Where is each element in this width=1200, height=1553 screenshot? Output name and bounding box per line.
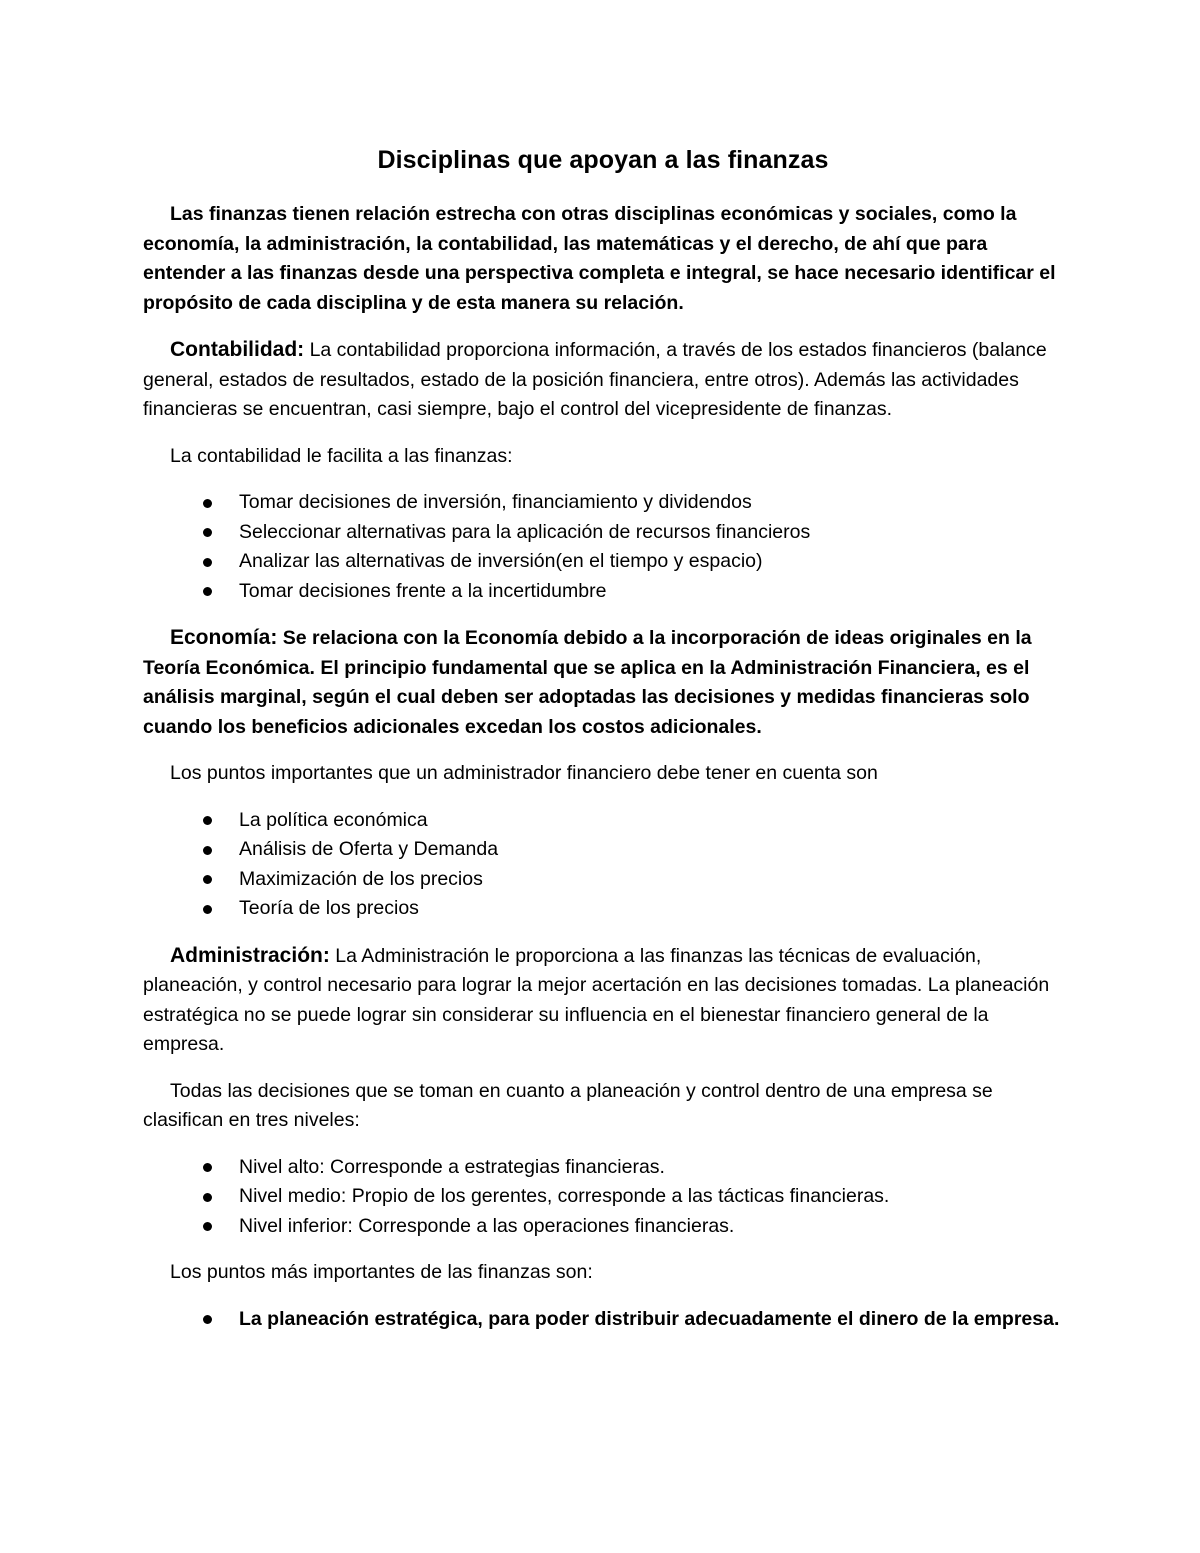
list-item: Nivel medio: Propio de los gerentes, corresponde a las tácticas financieras.	[143, 1182, 1063, 1212]
bullet-icon	[203, 587, 212, 596]
administracion-paragraph	[143, 941, 1063, 1060]
administracion-heading: Administración:	[170, 943, 330, 967]
administracion-list-intro: Todas las decisiones que se toman en cuanto a planeación y control dentro de una empresa se clasifican en tres niveles:	[143, 1079, 993, 1131]
bullet-icon	[203, 1315, 212, 1324]
list-item: Nivel inferior: Corresponde a las operaciones financieras.	[143, 1212, 1063, 1242]
list-item: Teoría de los precios	[143, 894, 1063, 924]
list-item: Nivel alto: Corresponde a estrategias financieras.	[143, 1153, 1063, 1183]
economia-heading: Economía:	[170, 626, 278, 649]
list-item: La planeación estratégica, para poder distribuir adecuadamente el dinero de la empresa.	[143, 1305, 1063, 1335]
bullet-icon	[203, 558, 212, 567]
bullet-icon	[203, 1163, 212, 1172]
bullet-icon	[203, 1222, 212, 1231]
list-item: Seleccionar alternativas para la aplicación de recursos financieros	[143, 518, 1063, 548]
finanzas-list	[143, 1305, 1063, 1335]
bullet-icon	[203, 528, 212, 537]
contabilidad-list-intro: La contabilidad le facilita a las finanzas:	[170, 444, 513, 467]
contabilidad-list	[143, 488, 1063, 606]
economia-paragraph	[143, 623, 1063, 742]
economia-text: Se relaciona con la Economía debido a la incorporación de ideas originales en la Teoría Económica. El principio fundamental que se aplica en la Administración Financiera, es el análisis marginal, según el cual deben ser adoptadas las decisiones y medidas financieras solo cuando los beneficios adicionales excedan los costos adicionales.	[143, 627, 1032, 738]
list-item: Maximización de los precios	[143, 865, 1063, 895]
document-title: Disciplinas que apoyan a las finanzas	[377, 146, 829, 174]
contabilidad-text: La contabilidad proporciona información, a través de los estados financieros (balance general, estados de resultados, estado de la posición financiera, entre otros). Además las actividades financieras se encuentran, casi siempre, bajo el control del vicepresidente de finanzas.	[143, 339, 1047, 420]
bullet-icon	[203, 499, 212, 508]
administracion-text: La Administración le proporciona a las finanzas las técnicas de evaluación, planeación, y control necesario para lograr la mejor acertación en las decisiones tomadas. La planeación estratégica no se puede lograr sin considerar su influencia en el bienestar financiero general de la empresa.	[143, 944, 1050, 1055]
document-page	[143, 140, 1063, 1351]
list-item: Tomar decisiones frente a la incertidumbre	[143, 577, 1063, 607]
list-item: Analizar las alternativas de inversión(en el tiempo y espacio)	[143, 547, 1063, 577]
bullet-icon	[203, 875, 212, 884]
bullet-icon	[203, 816, 212, 825]
intro-paragraph: Las finanzas tienen relación estrecha con otras disciplinas económicas y sociales, como la economía, la administración, la contabilidad, las matemáticas y el derecho, de ahí que para entender a las finanzas desde una perspectiva completa e integral, se hace necesario identificar el propósito de cada disciplina y de esta manera su relación.	[143, 203, 1056, 314]
bullet-icon	[203, 1193, 212, 1202]
finanzas-list-intro: Los puntos más importantes de las finanzas son:	[170, 1261, 593, 1283]
administracion-list	[143, 1153, 1063, 1242]
bullet-icon	[203, 846, 212, 855]
economia-list-intro: Los puntos importantes que un administrador financiero debe tener en cuenta son	[170, 762, 878, 784]
contabilidad-heading: Contabilidad:	[170, 338, 305, 361]
list-item: Análisis de Oferta y Demanda	[143, 835, 1063, 865]
economia-list	[143, 806, 1063, 924]
list-item: Tomar decisiones de inversión, financiamiento y dividendos	[143, 488, 1063, 518]
contabilidad-paragraph	[143, 335, 1063, 425]
bullet-icon	[203, 905, 212, 914]
list-item: La política económica	[143, 806, 1063, 836]
